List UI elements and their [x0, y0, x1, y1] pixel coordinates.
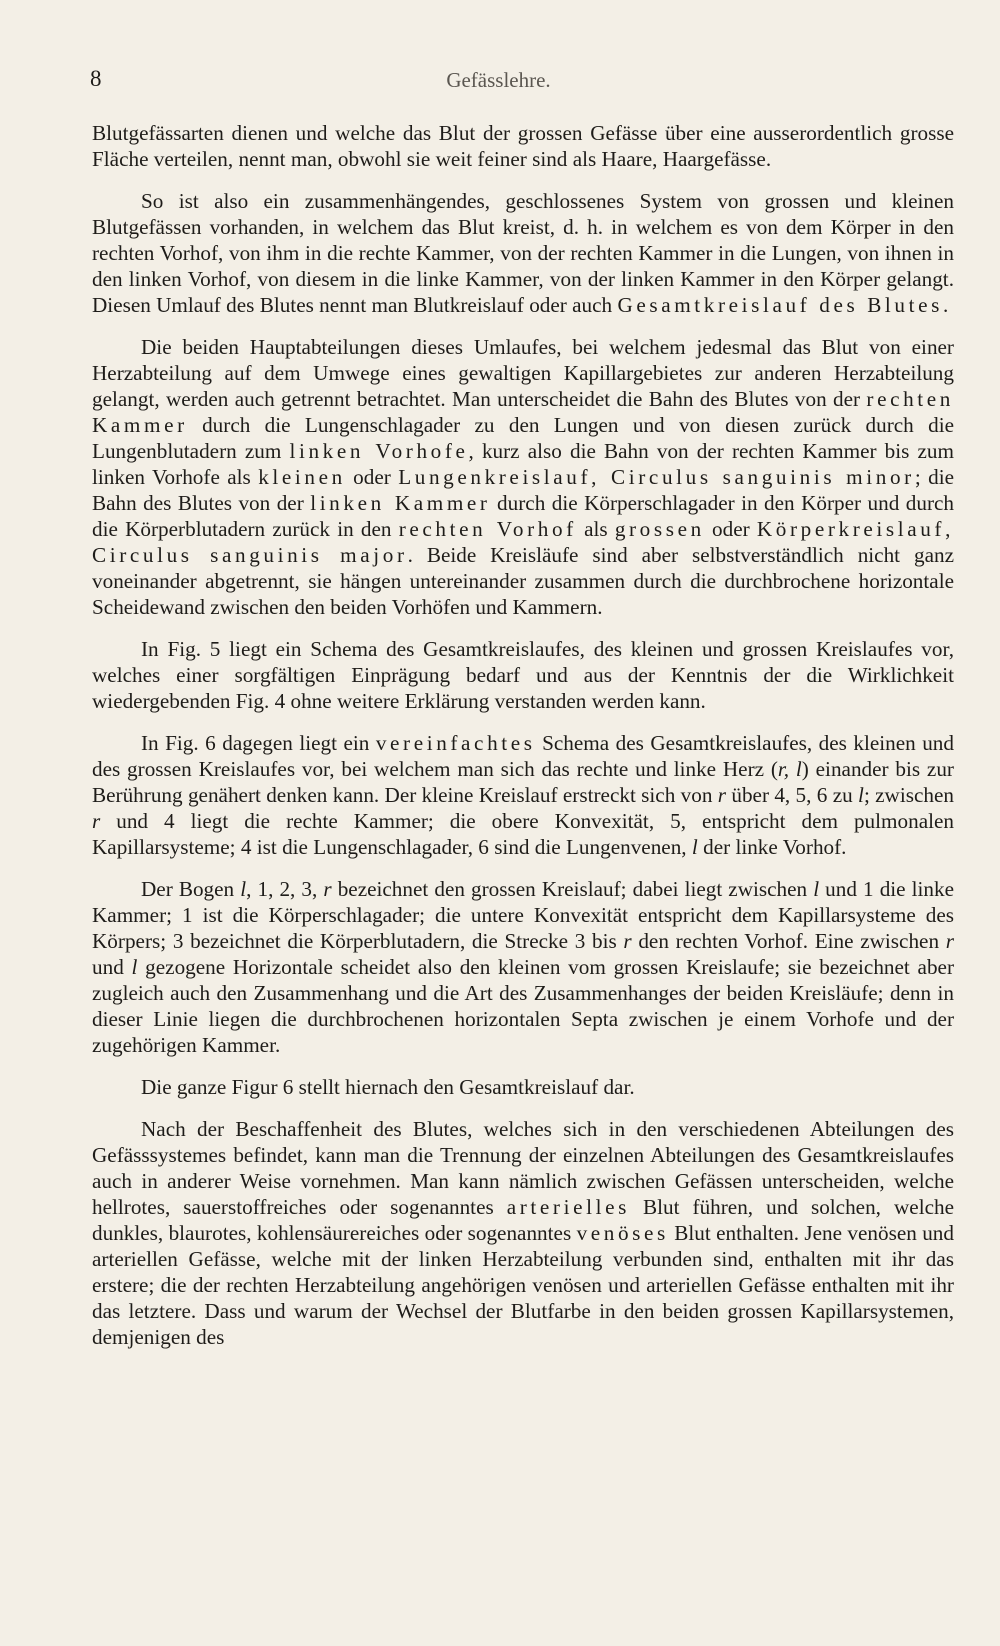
italic-symbol: r	[717, 783, 727, 807]
italic-symbol: l	[813, 877, 820, 901]
text-run: Blut führen, und solchen, welche dunkles, blaurotes, kohlensäurereiches oder sogenanntes	[92, 1195, 955, 1245]
spaced-emphasis: venöses	[576, 1221, 669, 1245]
text-run: Nach der Beschaffenheit des Blutes, welches sich in den verschiedenen Abteilungen des Gefässsystemes befindet, kann man die Trennung der einzelnen Abteilungen des Gesamtkreislaufes auch in anderer Weise vornehmen. Man kann nämlich zwischen Gefässen unterscheiden, welche hellrotes, sauerstoffreiches oder sogenanntes	[92, 1117, 954, 1219]
spaced-emphasis: Körperkreislauf, Circulus sanguinis major	[92, 517, 954, 567]
paragraph	[92, 120, 954, 172]
italic-symbol: l	[131, 955, 138, 979]
text-run: durch die Lungenschlagader zu den Lungen und von diesen zurück durch die Lungenblutadern zum	[92, 413, 954, 463]
spaced-emphasis: grossen	[614, 517, 705, 541]
paragraph	[92, 1116, 954, 1350]
body-text	[92, 120, 954, 1366]
running-head: Gefässlehre.	[446, 68, 551, 92]
paragraph	[92, 876, 954, 1058]
text-run: und	[92, 955, 132, 979]
text-run: , kurz also die Bahn von der rechten Kammer bis zum linken Vorhofe als	[92, 439, 955, 489]
text-run: ; die Bahn des Blutes von der	[92, 465, 954, 515]
text-run: und 4 liegt die rechte Kammer; die obere Konvexität, 5, entspricht dem pulmonalen Kapillarsysteme; 4 ist die Lungenschlagader, 6 sind die Lungenvenen,	[92, 809, 954, 859]
italic-symbol: l	[858, 783, 864, 807]
text-run: und 1 die linke Kammer; 1 ist die Körperschlagader; die untere Konvexität entspricht dem Kapillarsysteme des Körpers; 3 bezeichnet die Körperblutadern, die Strecke 3 bis	[92, 877, 955, 953]
italic-symbol: r	[623, 929, 632, 953]
text-run: In Fig. 6 dagegen liegt ein	[141, 731, 376, 755]
page-number: 8	[90, 66, 102, 91]
text-run: . Beide Kreisläufe sind aber selbstverständlich nicht ganz voneinander abgetrennt, sie hängen untereinander zusammen durch die durchbrochene horizontale Scheidewand zwischen den beiden Vorhöfen und Kammern.	[92, 543, 954, 619]
text-run: oder	[345, 465, 399, 489]
spaced-emphasis: vereinfachtes	[375, 731, 536, 755]
text-run: , 1, 2, 3,	[246, 877, 324, 901]
text-run: Der Bogen	[141, 877, 241, 901]
spaced-emphasis: linken Vorhofe	[289, 439, 469, 463]
spaced-emphasis: rechten Kammer	[92, 387, 954, 437]
spaced-emphasis: Gesamtkreislauf des Blutes	[617, 293, 943, 317]
text-run: den rechten Vorhof. Eine zwischen	[631, 929, 946, 953]
text-run: der linke Vorhof.	[697, 835, 847, 859]
italic-symbol: l	[240, 877, 247, 901]
italic-symbol: r	[323, 877, 332, 901]
text-run: Blutgefässarten dienen und welche das Blut der grossen Gefässe über eine ausserordentlich grosse Fläche verteilen, nennt man, obwohl sie weit feiner sind als Haare, Haargefässe.	[92, 121, 954, 171]
text-run: als	[576, 517, 615, 541]
spaced-emphasis: rechten Vorhof	[398, 517, 577, 541]
text-run: oder	[704, 517, 757, 541]
text-run: ; zwischen	[863, 783, 954, 807]
paragraph	[92, 188, 954, 318]
text-run: ) einander bis zur Berührung genähert denken kann. Der kleine Kreislauf erstreckt sich von	[92, 757, 954, 807]
spaced-emphasis: kleinen	[258, 465, 346, 489]
spaced-emphasis: Lungenkreislauf, Circulus sanguinis minor	[398, 465, 915, 489]
italic-symbol: r	[92, 809, 101, 833]
italic-symbol: r	[945, 929, 954, 953]
text-run: Blut enthalten. Jene venösen und arteriellen Gefässe, welche mit der linken Herzabteilung verbunden sind, enthalten mit ihr das erstere; die der rechten Herzabteilung angehörigen venösen und arteriellen Gefässe enthalten mit ihr das letztere. Dass und warum der Wechsel der Blutfarbe in den beiden grossen Kapillarsystemen, demjenigen des	[92, 1221, 954, 1349]
text-run: .	[942, 293, 949, 317]
text-run: Die ganze Figur 6 stellt hiernach den Gesamtkreislauf dar.	[141, 1075, 635, 1099]
paragraph	[92, 636, 954, 714]
text-run: durch die Körperschlagader in den Körper und durch die Körperblutadern zurück in den	[92, 491, 955, 541]
page-header	[90, 66, 907, 96]
paragraph	[92, 334, 954, 620]
paragraph	[92, 1074, 954, 1100]
text-run: bezeichnet den grossen Kreislauf; dabei liegt zwischen	[331, 877, 814, 901]
italic-symbol: l	[691, 835, 698, 859]
paragraph	[92, 730, 954, 860]
text-run: über 4, 5, 6 zu	[726, 783, 859, 807]
italic-symbol: r, l	[777, 757, 802, 781]
text-run: Schema des Gesamtkreislaufes, des kleinen und des grossen Kreislaufes vor, bei welchem man sich das rechte und linke Herz (	[92, 731, 954, 781]
spaced-emphasis: linken Kammer	[310, 491, 491, 515]
spaced-emphasis: arterielles	[506, 1195, 630, 1219]
text-run: In Fig. 5 liegt ein Schema des Gesamtkreislaufes, des kleinen und grossen Kreislaufes vor, welches einer sorgfältigen Einprägung bedarf und aus der Kenntnis der die Wirklichkeit wiedergebenden Fig. 4 ohne weitere Erklärung verstanden werden kann.	[92, 637, 954, 713]
text-run: So ist also ein zusammenhängendes, geschlossenes System von grossen und kleinen Blutgefässen vorhanden, in welchem das Blut kreist, d. h. in welchem es von dem Körper in den rechten Vorhof, von ihm in die rechte Kammer, von der rechten Kammer in die Lungen, von ihnen in den linken Vorhof, von diesem in die linke Kammer, von der linken Kammer in den Körper gelangt. Diesen Umlauf des Blutes nennt man Blutkreislauf oder auch	[92, 189, 954, 317]
text-run: Die beiden Hauptabteilungen dieses Umlaufes, bei welchem jedesmal das Blut von einer Herzabteilung auf dem Umwege eines gewaltigen Kapillargebietes zur anderen Herzabteilung gelangt, werden auch getrennt betrachtet. Man unterscheidet die Bahn des Blutes von der	[92, 335, 954, 411]
text-run: gezogene Horizontale scheidet also den kleinen vom grossen Kreislaufe; sie bezeichnet aber zugleich auch den Zusammenhang und die Art des Zusammenhanges der beiden Kreisläufe; denn in dieser Linie liegen die durchbrochenen horizontalen Septa zwischen je einem Vorhofe und der zugehörigen Kammer.	[92, 955, 954, 1057]
